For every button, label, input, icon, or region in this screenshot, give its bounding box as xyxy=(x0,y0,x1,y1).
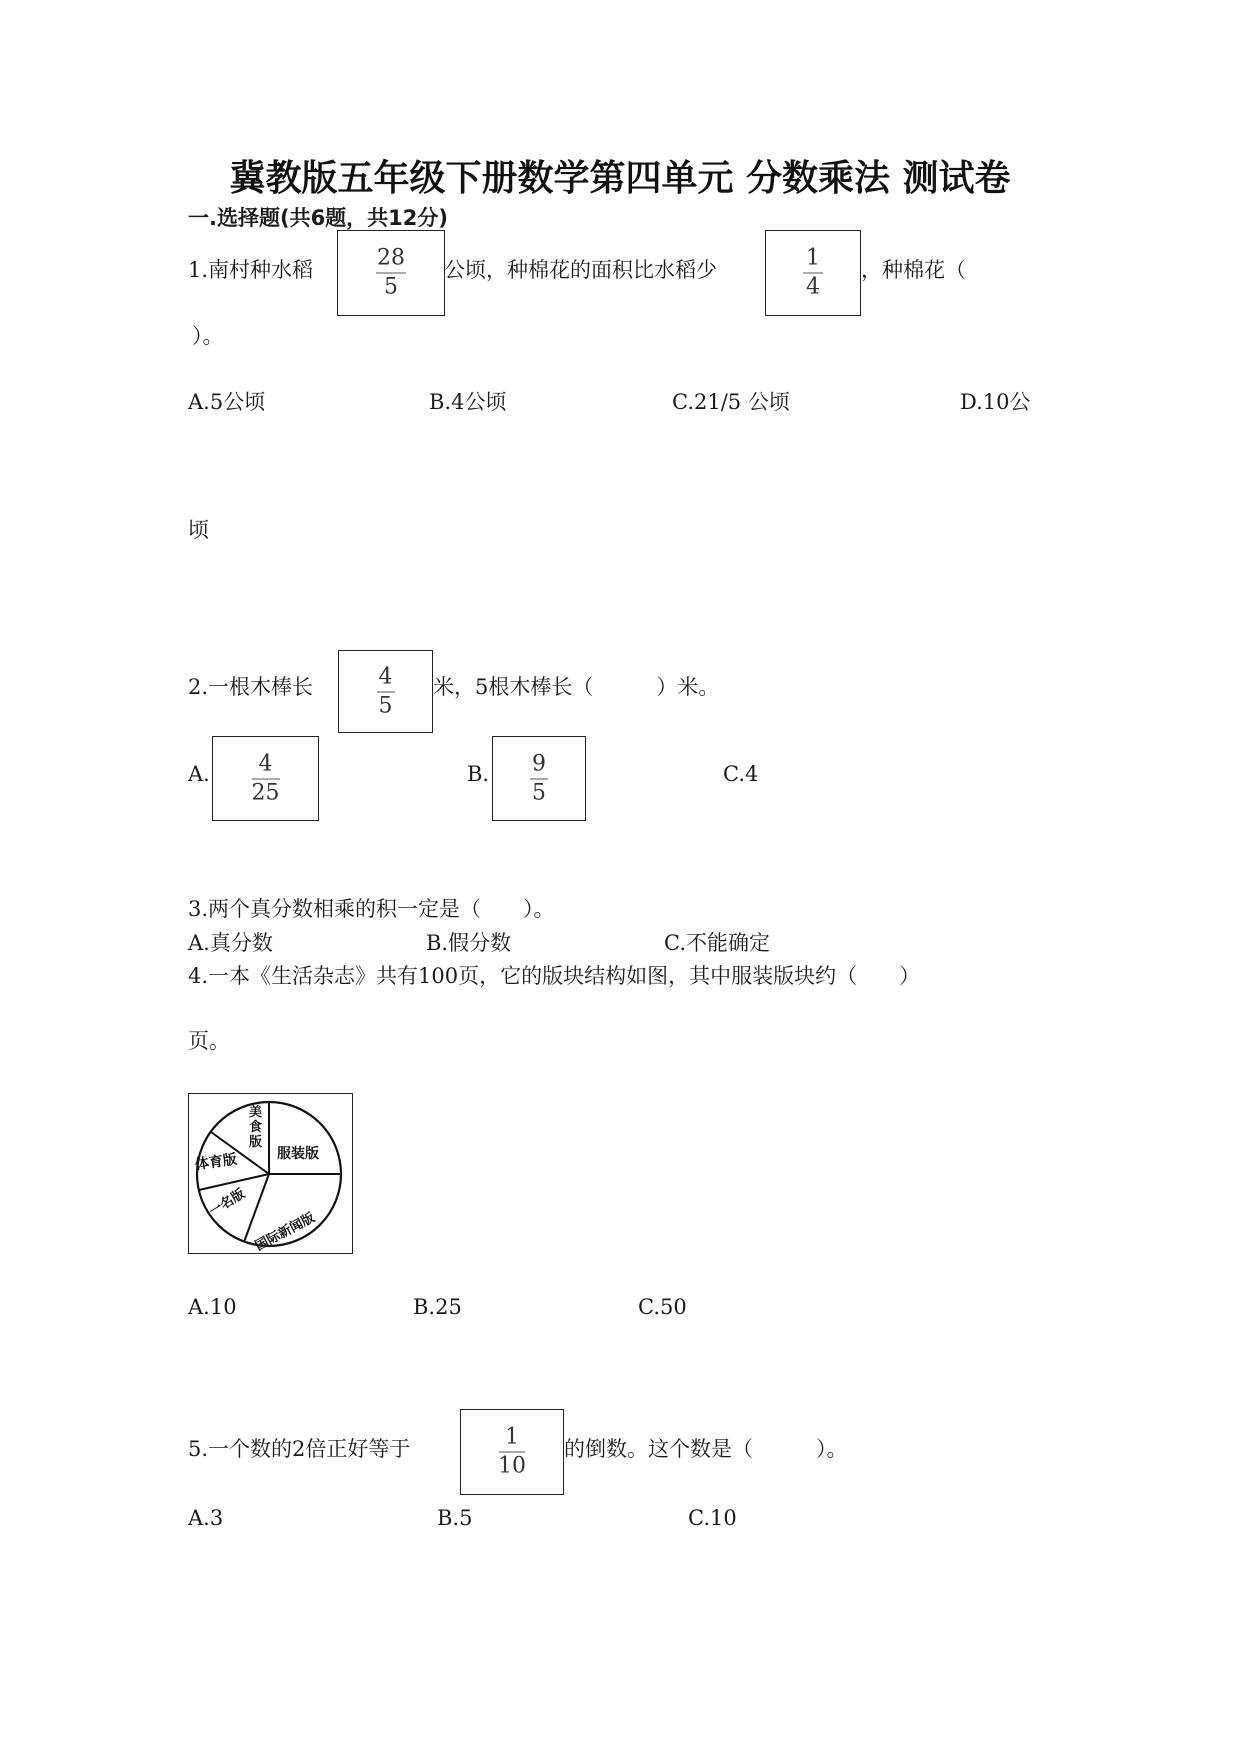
q1-fraction-b xyxy=(766,245,860,300)
q1-fraction-b-denominator: 4 xyxy=(806,274,820,300)
q2-option-b-label[interactable]: B. xyxy=(467,762,490,786)
q4-option-c[interactable]: C.50 xyxy=(638,1295,687,1319)
q2-text-a: 2.一根木棒长 xyxy=(188,675,314,699)
pie-label-general: 一名版 xyxy=(206,1186,248,1220)
q2-fraction-numerator: 4 xyxy=(378,664,393,689)
q2-option-b-numerator: 9 xyxy=(532,751,546,776)
q1-option-d-wrap: 顷 xyxy=(188,518,209,542)
q2-fraction-box xyxy=(338,650,433,733)
q2-option-c[interactable]: C.4 xyxy=(723,762,759,786)
q2-fraction-denominator: 5 xyxy=(378,693,393,718)
q5-option-b[interactable]: B.5 xyxy=(437,1506,473,1530)
q4-option-a[interactable]: A.10 xyxy=(188,1295,237,1319)
fraction-bar xyxy=(252,778,280,779)
pie-label-news: 国际新闻版 xyxy=(252,1210,318,1253)
fraction-bar xyxy=(803,273,823,274)
q1-fraction-box-b xyxy=(765,230,861,316)
q3-option-b[interactable]: B.假分数 xyxy=(426,931,512,955)
pie-label-sports: 体育版 xyxy=(194,1151,238,1174)
q1-option-d[interactable]: D.10公 xyxy=(960,390,1031,414)
page-title: 冀教版五年级下册数学第四单元 分数乘法 测试卷 xyxy=(229,158,1011,199)
q1-text-d: ）。 xyxy=(192,324,224,348)
q2-option-b-fraction-box[interactable] xyxy=(492,736,586,821)
q2-option-a-denominator: 25 xyxy=(251,780,280,805)
fraction-bar xyxy=(499,1452,525,1453)
q2-text-b: 米，5根木棒长（ ）米。 xyxy=(433,675,720,699)
q5-option-a[interactable]: A.3 xyxy=(188,1506,224,1530)
fraction-bar xyxy=(530,778,548,779)
q1-text-a: 1.南村种水稻 xyxy=(188,258,314,282)
q2-option-a-fraction xyxy=(213,753,318,804)
q1-option-a[interactable]: A.5公顷 xyxy=(188,390,266,414)
q2-option-a-label[interactable]: A. xyxy=(188,762,210,786)
q2-option-b-fraction xyxy=(493,753,585,804)
fraction-bar xyxy=(376,273,406,274)
q2-option-a-fraction-box[interactable] xyxy=(212,736,319,821)
pie-label-fashion: 服装版 xyxy=(277,1146,319,1162)
q4-option-b[interactable]: B.25 xyxy=(413,1295,462,1319)
q3-text: 3.两个真分数相乘的积一定是（ ）。 xyxy=(188,897,555,921)
q1-fraction-b-numerator: 1 xyxy=(806,245,820,271)
pie-chart-svg xyxy=(189,1094,352,1253)
q5-fraction-denominator: 10 xyxy=(498,1453,526,1479)
q1-fraction-a-numerator: 28 xyxy=(377,245,405,271)
q1-text-b: 公顷，种棉花的面积比水稻少 xyxy=(444,258,717,282)
pie-label-food-char: 食 xyxy=(249,1120,263,1135)
q5-fraction-box xyxy=(460,1409,564,1495)
q2-option-a-numerator: 4 xyxy=(258,751,273,776)
q3-option-c[interactable]: C.不能确定 xyxy=(664,931,770,955)
q4-text: 4.一本《生活杂志》共有100页，它的版块结构如图，其中服装版块约（ ） xyxy=(188,964,921,988)
q4-pie-chart-figure xyxy=(188,1093,353,1254)
pie-label-food-char: 版 xyxy=(249,1135,263,1150)
q1-fraction-a xyxy=(338,245,444,300)
q5-text-a: 5.一个数的2倍正好等于 xyxy=(188,1437,411,1461)
q2-fraction xyxy=(339,666,432,717)
pie-divider-line xyxy=(244,1174,269,1242)
q4-text-wrap: 页。 xyxy=(188,1029,230,1053)
q1-text-c: ，种棉花（ xyxy=(861,258,966,282)
section-heading: 一.选择题(共6题，共12分) xyxy=(188,206,449,230)
q1-option-c[interactable]: C.21/5 公顷 xyxy=(672,390,790,414)
pie-label-food-char: 美 xyxy=(249,1105,263,1120)
pie-label-food xyxy=(249,1104,267,1150)
pie-divider-line xyxy=(199,1174,269,1190)
q5-option-c[interactable]: C.10 xyxy=(688,1506,737,1530)
q1-option-b[interactable]: B.4公顷 xyxy=(429,390,507,414)
q5-fraction xyxy=(461,1424,563,1479)
q3-option-a[interactable]: A.真分数 xyxy=(188,931,273,955)
q2-option-b-denominator: 5 xyxy=(532,780,546,805)
q1-fraction-a-denominator: 5 xyxy=(384,274,398,300)
fraction-bar xyxy=(377,691,395,692)
q1-fraction-box-a xyxy=(337,230,445,316)
q5-fraction-numerator: 1 xyxy=(505,1424,519,1450)
q5-text-b: 的倒数。这个数是（ ）。 xyxy=(564,1437,848,1461)
